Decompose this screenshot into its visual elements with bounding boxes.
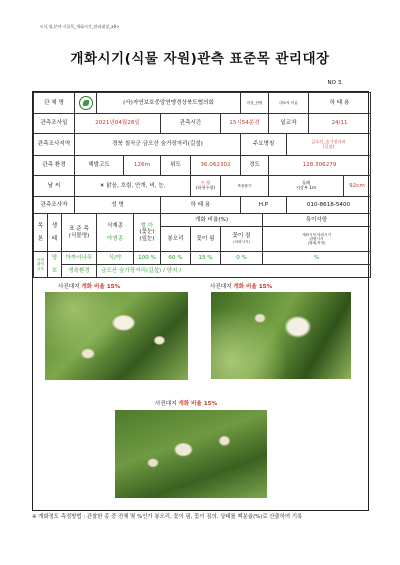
row-rate-bud: 60 %: [161, 252, 191, 265]
org-logo-cell: [75, 93, 97, 114]
photo-caption-1: 사진대지 개화 비율 15%: [58, 284, 121, 290]
row-rate-bloom: 15 %: [191, 252, 221, 265]
altitude-label: 해발고도: [75, 156, 124, 176]
observer-label: 관측조사자: [34, 197, 75, 214]
water-label: 수 량 (하천수량): [191, 176, 221, 197]
longitude-label: 경도: [241, 156, 269, 176]
altitude-value: 126m: [124, 156, 161, 176]
col-rate-bloom: 꽃이 핌: [191, 227, 221, 252]
phone-value: 010-8618-5400: [287, 197, 371, 214]
document-number: NO 3.: [327, 80, 343, 86]
date-value: 2021년04월28일: [75, 114, 161, 134]
row-tree-category: 낙엽 활엽 교목: [34, 252, 48, 278]
row-growth-form: 양 호: [48, 252, 62, 278]
girth-value: 92cm: [344, 176, 371, 197]
location-label: 관측조사지역: [34, 134, 75, 156]
observer-name: 하 태 용: [161, 197, 241, 214]
flower-photo-1: [45, 292, 188, 380]
latitude-label: 위도: [161, 156, 191, 176]
weather-label: 날 씨: [34, 176, 75, 197]
management-sheet: [32, 91, 369, 511]
time-label: 관측시간: [161, 114, 221, 134]
col-rate-bud: 봉오리: [161, 227, 191, 252]
flower-photo-3: [115, 410, 267, 498]
col-mok-ban: 목 본: [34, 214, 48, 252]
organization-logo: [79, 96, 93, 110]
photo-caption-2: 사진대지 개화 비율 15%: [210, 284, 273, 290]
contact-name: 하 태 용: [309, 93, 371, 114]
row-rate-fall: 0 %: [221, 252, 263, 265]
col-bud: 발 아 (꽃눈) (잎눈): [134, 214, 161, 252]
col-plant-type: 식재종 야생종: [97, 214, 134, 252]
col-flowering-rate: 개화 비율(%): [161, 214, 263, 227]
date-label: 관측조사일: [34, 114, 75, 134]
weather-value: ☀ 맑음, 흐림, 안개, 비, 눈,: [75, 176, 191, 197]
temp-value: 24/11: [309, 114, 371, 134]
top-note: <식,생,분야 식물목_개화시기_관리대장_a0>: [40, 24, 120, 29]
footnote: ※ 개화정도 측정방법 : 관찰한 종 중 전체 몇 %인가 봉오리, 꽃이 핌, 꽃이 짐의, 상태를 백분율(%)로 산출하여 기록: [32, 514, 303, 520]
time-value: 15시54분경: [221, 114, 269, 134]
env-label: 주요명칭: [241, 134, 287, 156]
girth-label: 둘레 지상부 1m: [269, 176, 344, 197]
temp-label: 일교차: [269, 114, 309, 134]
col-standard-tree: 표 준 목 (식물명): [62, 214, 97, 252]
page-title: 개화시기(식물 자원)관측 표준목 관리대장: [70, 51, 330, 67]
photo-caption-3: 사진대지 개화 비율 15%: [155, 401, 218, 407]
env-value: 금오산_숲가장자리 (길섶): [287, 134, 371, 156]
row-bud: 100 %: [134, 252, 161, 265]
water-value: 측정불가: [221, 176, 269, 197]
row-env-value: 금오산 숲가장자리(길섶) / 양지 /: [97, 265, 371, 278]
col-note: 특이사항: [263, 214, 371, 227]
row-note: %: [263, 252, 371, 265]
contact-label: 대표자 이름: [269, 93, 309, 114]
latitude-value: 36.062302: [191, 156, 241, 176]
observation-table: [33, 213, 371, 278]
org-name: (사)자연보호중앙연맹경상북도협의회: [97, 93, 241, 114]
info-table: [33, 92, 371, 214]
location-value: 경북 칠곡군 금오산 숲가장자리(길섶): [75, 134, 241, 156]
observer-sub-label: 성 명: [75, 197, 161, 214]
col-rate-fall: 꽃이 짐 (낙화시기): [221, 227, 263, 252]
writer-label: 작성_성명: [241, 93, 269, 114]
longitude-value: 128.306279: [269, 156, 371, 176]
row-type: 식/야: [97, 252, 134, 265]
row-env-label: 생육환경: [62, 265, 97, 278]
org-label: 단 체 명: [34, 93, 75, 114]
flower-photo-2: [211, 292, 351, 379]
photo-section: [33, 280, 368, 511]
row-species: 아까시나무: [62, 252, 97, 265]
habitat-label: 관측 환경: [34, 156, 75, 176]
phone-label: H.P: [241, 197, 287, 214]
col-note-detail: 개화시작,낙화시기 관찰시기 (열매,씨앗): [263, 227, 371, 252]
col-saeng-tae: 생 태: [48, 214, 62, 252]
